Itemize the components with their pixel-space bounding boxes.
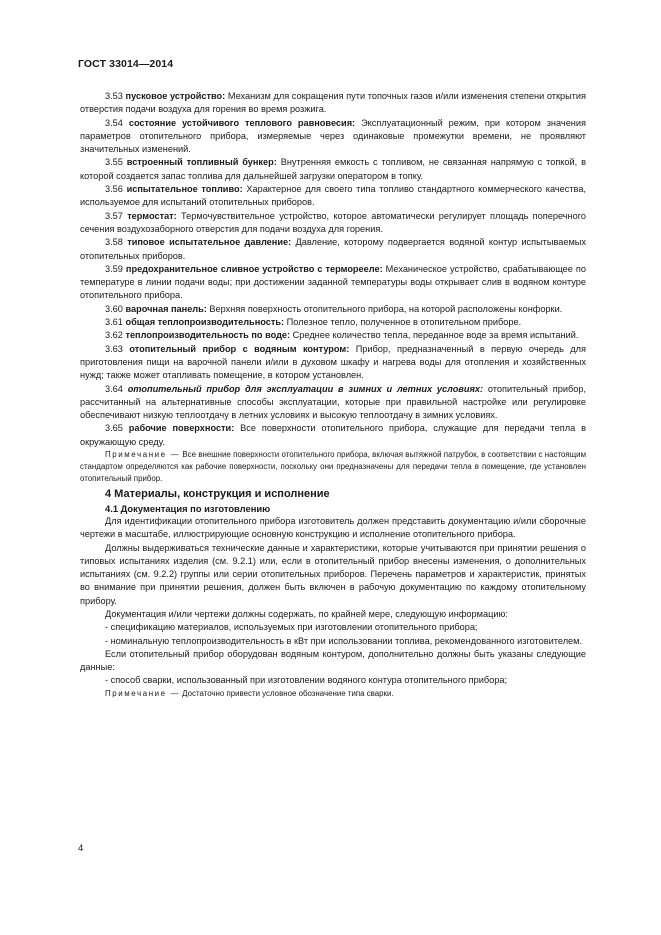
list-item: - способ сварки, использованный при изготовлении водяного контура отопительного прибора; xyxy=(105,675,508,686)
definition-text: Все поверхности отопительного прибора, служащие для передачи тепла в окружающую среду. xyxy=(80,423,586,447)
definition-number: 3.55 xyxy=(105,157,123,168)
note-1-text: Все внешние поверхности отопительного прибора, включая вытяжной патрубок, в соответствии с настоящим стандартом определяются как рабочие поверхности, поскольку они предназначены для передачи тепла в помещение, где установлен отопительный прибор. xyxy=(80,450,586,484)
note-2-text: Достаточно привести условное обозначение типа сварки. xyxy=(182,688,394,698)
definition-term: состояние устойчивого теплового равновесия: xyxy=(128,117,356,128)
definition-text: Полезное тепло, полученное в отопительном приборе. xyxy=(286,317,522,328)
paragraph: Должны выдерживаться технические данные и характеристики, которые учитываются при принятии решения о типовых испытаниях изделия (см. 9.2.1) или, если в отопительный прибор внесены изменения, о дополнительных испытаниях (см. 9.2.2) группы или серии отопительных приборов. Перечень параметров и характеристик, принятых во внимание при принятии решения, должен быть включен в рабочую документацию по каждому отопительному прибору. xyxy=(80,542,586,606)
definition-text: Давление, которому подвергается водяной контур испытываемых отопительных приборов. xyxy=(80,237,586,261)
definition-number: 3.57 xyxy=(105,210,123,221)
definition-term: предохранительное сливное устройство с терморееле: xyxy=(125,263,383,274)
definition-item xyxy=(80,316,586,329)
definition-term: отопительный прибор с водяным контуром: xyxy=(129,343,350,354)
definition-text: Эксплуатационный режим, при котором значения параметров отопительного прибора, измеряемые через одинаковые промежутки времени, не проявляют значительных изменений. xyxy=(80,117,586,155)
paragraph: Если отопительный прибор оборудован водяным контуром, дополнительно должны быть указаны следующие данные: xyxy=(80,648,586,673)
section-title: 4 Материалы, конструкция и исполнение xyxy=(105,487,330,500)
definition-item xyxy=(80,422,586,449)
definition-number: 3.54 xyxy=(105,117,123,128)
definition-term: типовое испытательное давление: xyxy=(127,237,292,248)
definition-text: Среднее количество тепла, переданное воде за время испытаний. xyxy=(292,330,579,341)
definition-text: Механическое устройство, срабатывающее по температуре в линии подачи воды; при достижении заданной температуры воды открывает слив в водяном контуре отопительного прибора. xyxy=(80,263,586,301)
definition-item xyxy=(80,383,586,423)
definition-text: Термочувствительное устройство, которое автоматически регулирует площадь поперечного сечения воздухозаборного отверстия для подачи воздуха для горения. xyxy=(80,210,586,234)
definition-item xyxy=(80,210,586,237)
definition-number: 3.53 xyxy=(105,91,123,101)
definition-text: Механизм для сокращения пути топочных газов и/или изменения степени открытия отверстия подачи воздуха для горения во время розжига. xyxy=(80,91,586,115)
list-item: - спецификацию материалов, используемых при изготовлении отопительного прибора; xyxy=(105,622,478,633)
definition-number: 3.63 xyxy=(105,343,123,354)
definition-term: пусковое устройство: xyxy=(125,91,226,101)
definition-text: отопительный прибор, рассчитанный на альтернативные способы эксплуатации, которые при правильной настройке или регулировке обеспечивают низкую теплоотдачу в летних условиях и высокую теплоотдачу в зимних условиях. xyxy=(80,383,586,421)
definition-item xyxy=(80,263,586,303)
definition-item xyxy=(80,183,586,210)
note-2-label: Примечание — xyxy=(105,688,180,698)
definition-text: Верхняя поверхность отопительного прибора, на которой расположены конфорки. xyxy=(209,303,563,314)
definition-number: 3.60 xyxy=(105,303,123,314)
paragraph: Документация и/или чертежи должны содержать, по крайней мере, следующую информацию: xyxy=(105,609,508,619)
definition-number: 3.65 xyxy=(105,423,123,434)
definition-term: термостат: xyxy=(127,210,177,221)
page-content xyxy=(80,90,586,700)
definition-term: общая теплопроизводительность: xyxy=(125,317,285,328)
definition-number: 3.58 xyxy=(105,237,123,248)
definitions-list xyxy=(80,90,586,449)
subsection-title: 4.1 Документация по изготовлению xyxy=(105,502,271,514)
definition-number: 3.62 xyxy=(105,330,123,341)
definition-item xyxy=(80,303,586,316)
note-1 xyxy=(80,449,586,486)
definition-number: 3.59 xyxy=(105,263,123,274)
definition-number: 3.64 xyxy=(105,383,123,394)
definition-number: 3.56 xyxy=(105,184,123,195)
document-header: ГОСТ 33014—2014 xyxy=(78,58,174,70)
definition-term: варочная панель: xyxy=(125,303,207,314)
note-2 xyxy=(80,688,586,700)
definition-item xyxy=(80,90,586,117)
definition-item xyxy=(80,343,586,383)
definition-item xyxy=(80,117,586,157)
definition-number: 3.61 xyxy=(105,317,123,328)
definition-text: Характерное для своего типа топливо стандартного коммерческого качества, используемое для испытаний отопительных приборов. xyxy=(80,184,586,208)
definition-text: Внутренняя емкость с топливом, не связанная напрямую с топкой, в которой создается запас топлива для дальнейшей загрузки оператором в топку. xyxy=(80,157,586,181)
definition-term: встроенный топливный бункер: xyxy=(126,157,277,168)
paragraph: Для идентификации отопительного прибора изготовитель должен представить документацию и/или сборочные чертежи в масштабе, иллюстрирующие основную конструкцию и исполнение отопительного прибора. xyxy=(80,515,586,540)
definition-term: теплопроизводительность по воде: xyxy=(125,330,291,341)
definition-term: рабочие поверхности: xyxy=(128,423,235,434)
definition-term: отопительный прибор для эксплуатации в зимних и летних условиях: xyxy=(127,383,484,394)
note-1-label: Примечание — xyxy=(105,450,181,460)
list-item: - номинальную теплопроизводительность в кВт при использовании топлива, рекомендованного изготовителем. xyxy=(105,635,583,646)
page-number: 4 xyxy=(78,843,84,854)
definition-item xyxy=(80,329,586,342)
definition-term: испытательное топливо: xyxy=(126,184,243,195)
definition-text: Прибор, предназначенный в первую очередь для приготовления пищи на варочной панели и/или в духовом шкафу и нагрева воды для отопления и хозяйственных нужд; также может отапливать помещение, в котором установлен. xyxy=(80,343,587,381)
definition-item xyxy=(80,236,586,263)
definition-item xyxy=(80,156,586,183)
